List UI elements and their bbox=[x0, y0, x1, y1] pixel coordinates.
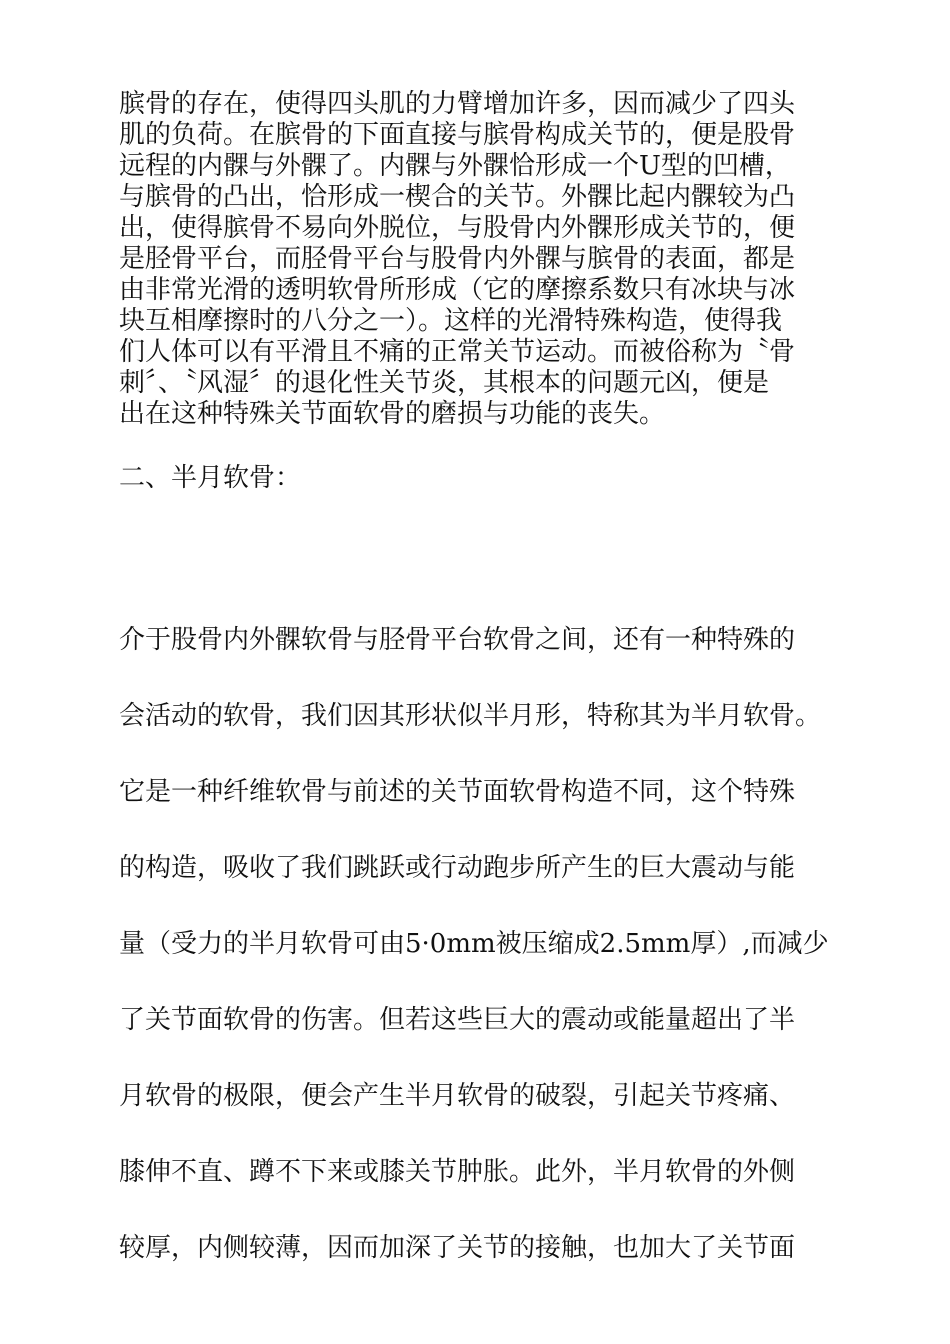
text-line: 由非常光滑的透明软骨所形成（它的摩擦系数只有冰块与冰 bbox=[119, 275, 796, 305]
text-line: 们人体可以有平滑且不痛的正常关节运动。而被俗称为〝骨 bbox=[119, 337, 796, 367]
paragraph-patella-articulation bbox=[119, 89, 831, 430]
section-heading-meniscus: 二、半月软骨： bbox=[119, 463, 302, 493]
text-line: 较厚，内侧较薄，因而加深了关节的接触，也加大了关节面 bbox=[119, 1233, 796, 1263]
text-line: 膝伸不直、蹲不下来或膝关节肿胀。此外，半月软骨的外侧 bbox=[119, 1157, 796, 1187]
paragraph-meniscus bbox=[119, 602, 831, 1286]
text-line: 刺〞、〝风湿〞的退化性关节炎，其根本的问题元凶，便是 bbox=[119, 368, 770, 398]
text-line: 与膑骨的凸出，恰形成一楔合的关节。外髁比起内髁较为凸 bbox=[119, 182, 796, 212]
text-line: 的构造，吸收了我们跳跃或行动跑步所产生的巨大震动与能 bbox=[119, 853, 796, 883]
text-line: 了关节面软骨的伤害。但若这些巨大的震动或能量超出了半 bbox=[119, 1005, 796, 1035]
text-line: 肌的负荷。在膑骨的下面直接与膑骨构成关节的，便是股骨 bbox=[119, 120, 796, 150]
text-line: 是胫骨平台，而胫骨平台与股骨内外髁与膑骨的表面，都是 bbox=[119, 244, 796, 274]
text-line: 它是一种纤维软骨与前述的关节面软骨构造不同，这个特殊 bbox=[119, 777, 796, 807]
text-line: 量（受力的半月软骨可由5·0mm被压缩成2.5mm厚）,而减少 bbox=[119, 929, 829, 959]
text-line: 出在这种特殊关节面软骨的磨损与功能的丧失。 bbox=[119, 399, 666, 429]
text-line: 介于股骨内外髁软骨与胫骨平台软骨之间，还有一种特殊的 bbox=[119, 625, 796, 655]
text-line: 块互相摩擦时的八分之一）。这样的光滑特殊构造，使得我 bbox=[119, 306, 783, 336]
text-line: 会活动的软骨，我们因其形状似半月形，特称其为半月软骨。 bbox=[119, 701, 822, 731]
text-line: 月软骨的极限，便会产生半月软骨的破裂，引起关节疼痛、 bbox=[119, 1081, 796, 1111]
text-line: 膑骨的存在，使得四头肌的力臂增加许多，因而减少了四头 bbox=[119, 89, 796, 119]
text-line: 远程的内髁与外髁了。内髁与外髁恰形成一个U型的凹槽， bbox=[119, 151, 791, 181]
text-line: 出，使得膑骨不易向外脱位，与股骨内外髁形成关节的，便 bbox=[119, 213, 796, 243]
